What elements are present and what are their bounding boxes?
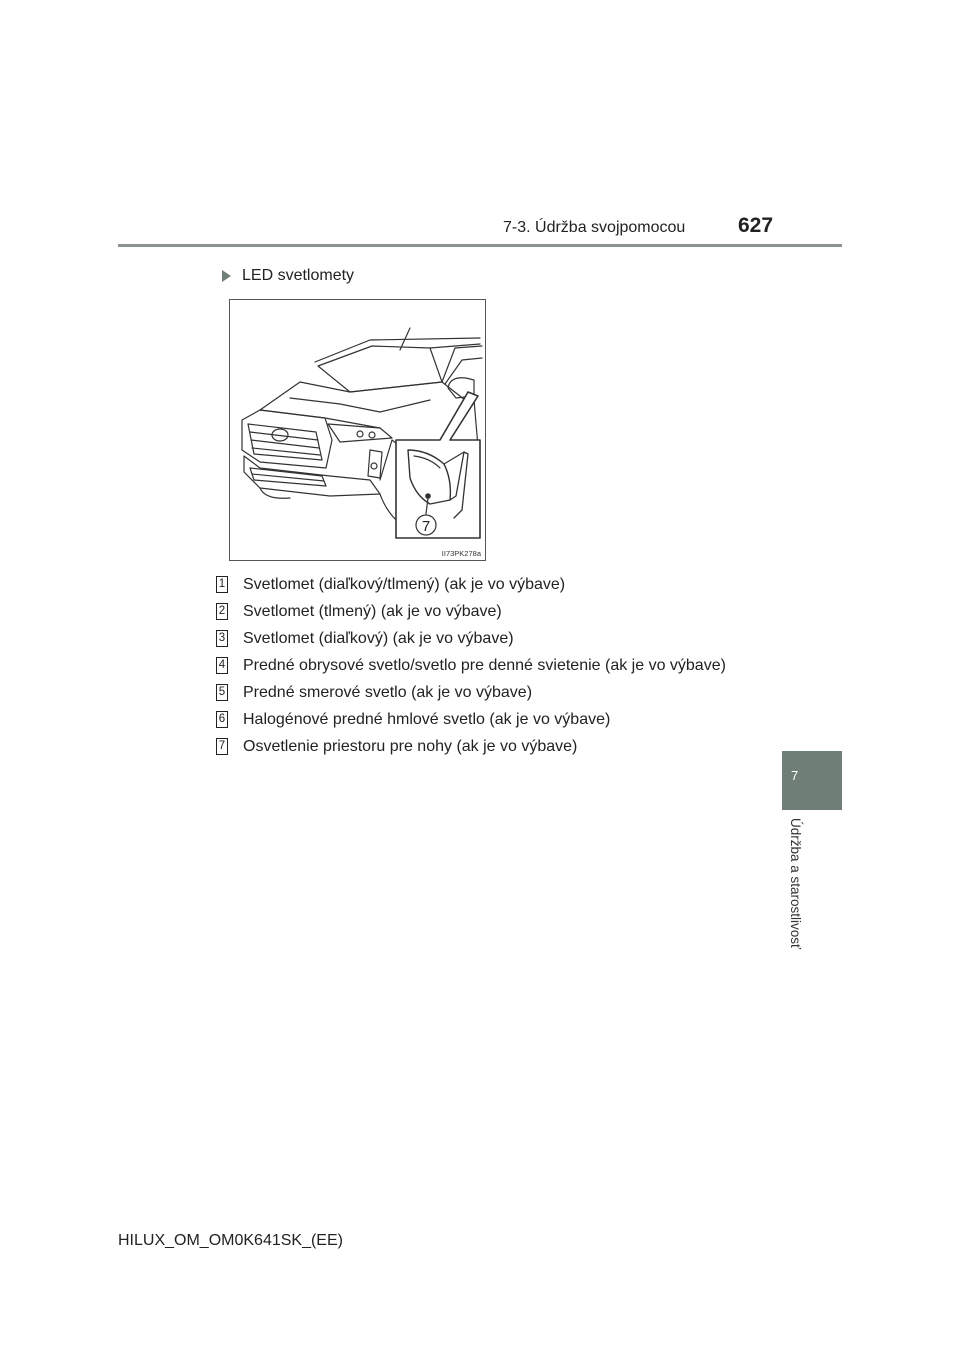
item-number: 3 bbox=[216, 630, 228, 647]
document-code: HILUX_OM_OM0K641SK_(EE) bbox=[118, 1232, 343, 1249]
section-title: 7-3. Údržba svojpomocou bbox=[503, 219, 686, 236]
item-number: 5 bbox=[216, 684, 228, 701]
chapter-tab bbox=[782, 751, 842, 810]
item-number: 7 bbox=[216, 738, 228, 755]
pickup-truck-line-drawing bbox=[230, 300, 485, 560]
list-item bbox=[216, 706, 726, 733]
item-text: Predné obrysové svetlo/svetlo pre denné svietenie (ak je vo výbave) bbox=[243, 656, 726, 674]
list-item bbox=[216, 652, 726, 679]
list-item bbox=[216, 733, 726, 760]
section-heading-text: LED svetlomety bbox=[242, 267, 355, 284]
illustration-code: II73PK278a bbox=[441, 549, 481, 558]
item-number: 1 bbox=[216, 576, 228, 593]
item-text: Predné smerové svetlo (ak je vo výbave) bbox=[243, 683, 533, 701]
bullet-triangle-icon bbox=[222, 270, 231, 282]
legend-list bbox=[216, 571, 726, 760]
header-divider bbox=[118, 244, 842, 247]
item-text: Svetlomet (diaľkový/tlmený) (ak je vo výbave) bbox=[243, 575, 566, 593]
vehicle-illustration bbox=[229, 299, 486, 561]
item-text: Svetlomet (tlmený) (ak je vo výbave) bbox=[243, 602, 502, 620]
item-text: Halogénové predné hmlové svetlo (ak je vo výbave) bbox=[243, 710, 611, 728]
chapter-number: 7 bbox=[791, 768, 799, 783]
list-item bbox=[216, 571, 726, 598]
item-number: 2 bbox=[216, 603, 228, 620]
chapter-title: Údržba a starostlivosť bbox=[788, 818, 803, 950]
list-item bbox=[216, 679, 726, 706]
list-item bbox=[216, 625, 726, 652]
list-item bbox=[216, 598, 726, 625]
section-heading bbox=[222, 267, 354, 285]
item-number: 4 bbox=[216, 657, 228, 674]
item-text: Svetlomet (diaľkový) (ak je vo výbave) bbox=[243, 629, 514, 647]
page-number: 627 bbox=[738, 214, 774, 237]
callout-number: 7 bbox=[421, 518, 431, 535]
item-text: Osvetlenie priestoru pre nohy (ak je vo výbave) bbox=[243, 737, 578, 755]
item-number: 6 bbox=[216, 711, 228, 728]
